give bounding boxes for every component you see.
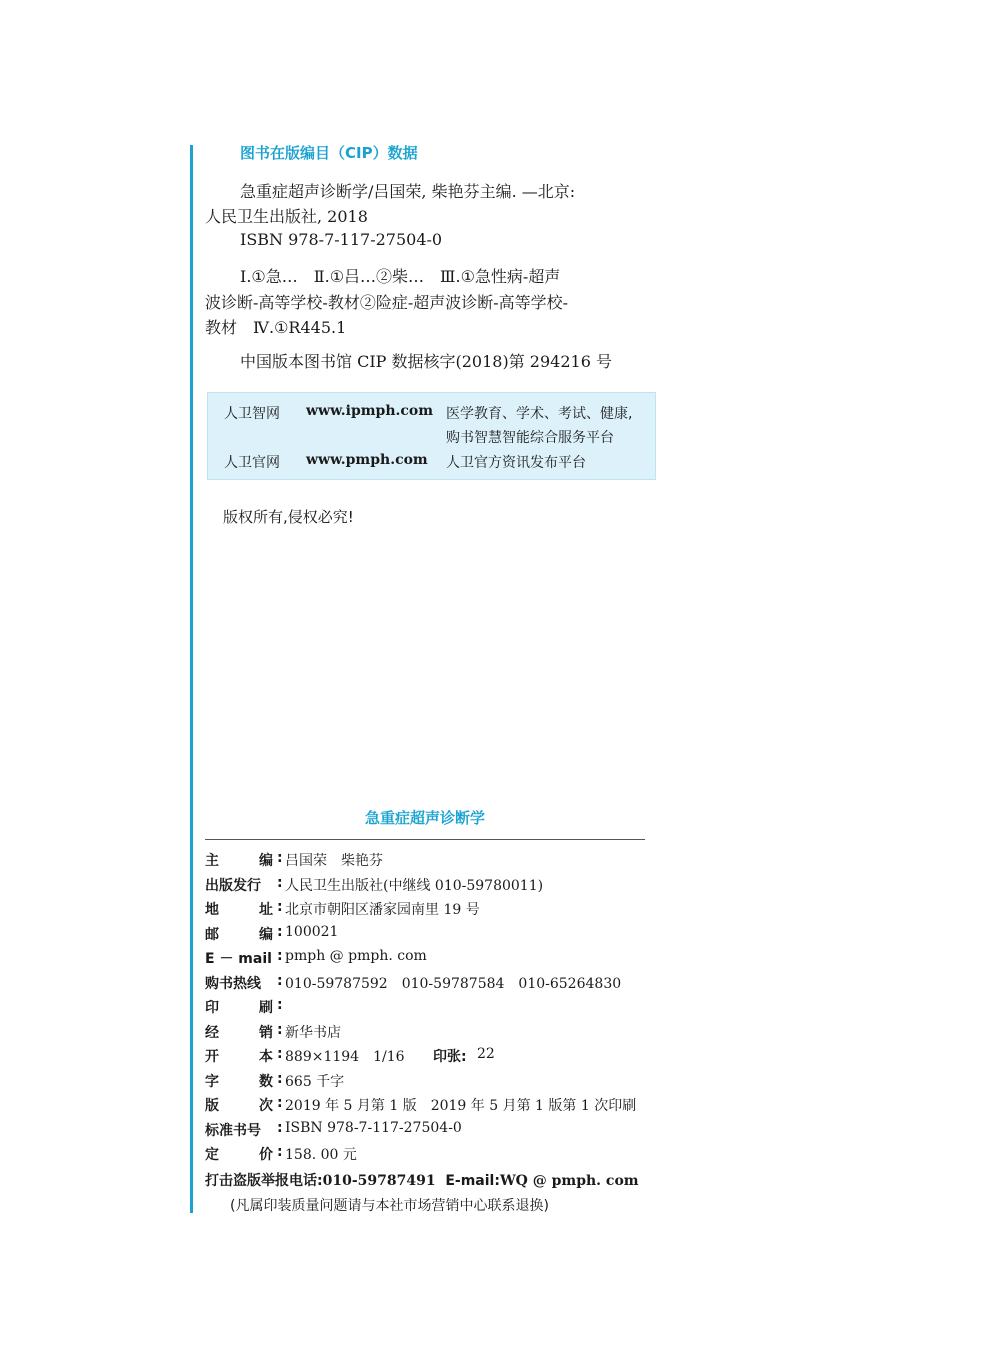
detail-value: 2019 年 5 月第 1 版 2019 年 5 月第 1 版第 1 次印刷 bbox=[285, 1098, 637, 1114]
divider bbox=[205, 839, 645, 840]
cip-class-3: 教材 Ⅳ.①R445.1 bbox=[205, 318, 347, 337]
detail-value: ISBN 978-7-117-27504-0 bbox=[285, 1120, 462, 1136]
site-url-ipmph[interactable]: www.ipmph.com bbox=[306, 403, 434, 419]
antipiracy-phone: 010-59787491 bbox=[322, 1173, 436, 1189]
site-desc-ipmph-a: 医学教育、学术、考试、健康, bbox=[446, 406, 633, 422]
detail-label: 字 数 bbox=[205, 1074, 273, 1090]
sheets-label: 印张: bbox=[433, 1049, 467, 1065]
detail-label: 出版发行 bbox=[205, 878, 261, 894]
cip-line-2: 人民卫生出版社, 2018 bbox=[205, 207, 368, 226]
book-title: 急重症超声诊断学 bbox=[364, 809, 485, 827]
detail-label: 主 编 bbox=[205, 853, 273, 869]
site-url-pmph[interactable]: www.pmph.com bbox=[306, 452, 428, 468]
site-name-ipmph: 人卫智网 bbox=[224, 406, 280, 422]
cip-class-1: Ⅰ.①急… Ⅱ.①吕…②柴… Ⅲ.①急性病-超声 bbox=[240, 267, 561, 286]
site-desc-pmph: 人卫官方资讯发布平台 bbox=[446, 455, 586, 471]
cip-number: 中国版本图书馆 CIP 数据核字(2018)第 294216 号 bbox=[240, 352, 612, 371]
detail-value: 人民卫生出版社(中继线 010-59780011) bbox=[285, 878, 544, 894]
detail-value: 新华书店 bbox=[285, 1025, 341, 1041]
cip-class-2: 波诊断-高等学校-教材②险症-超声波诊断-高等学校- bbox=[205, 293, 569, 312]
detail-value: 158. 00 元 bbox=[285, 1147, 357, 1163]
detail-value: 北京市朝阳区潘家园南里 19 号 bbox=[285, 902, 480, 918]
detail-label: 地 址 bbox=[205, 902, 273, 918]
cip-title: 图书在版编目（CIP）数据 bbox=[240, 144, 418, 162]
detail-label: 经 销 bbox=[205, 1025, 273, 1041]
cip-line-1: 急重症超声诊断学/吕国荣, 柴艳芬主编. —北京: bbox=[240, 182, 576, 201]
detail-label: 定 价 bbox=[205, 1147, 273, 1163]
detail-label: 印 刷 bbox=[205, 1000, 273, 1016]
site-name-pmph: 人卫官网 bbox=[224, 455, 280, 471]
site-desc-ipmph-b: 购书智慧智能综合服务平台 bbox=[446, 430, 614, 446]
detail-label: 开 本 bbox=[205, 1049, 273, 1065]
detail-value[interactable]: pmph @ pmph. com bbox=[285, 948, 427, 964]
antipiracy-label: 打击盗版举报电话: bbox=[205, 1173, 323, 1189]
website-info-box bbox=[207, 392, 656, 480]
detail-label: 购书热线 bbox=[205, 976, 261, 992]
detail-value: 010-59787592 010-59787584 010-65264830 bbox=[285, 976, 622, 992]
left-accent-bar bbox=[190, 145, 193, 1213]
sheets-value: 22 bbox=[477, 1046, 495, 1062]
detail-label: 标准书号 bbox=[205, 1123, 261, 1139]
detail-label: E － mail bbox=[205, 951, 272, 967]
antipiracy-email-label: E-mail: bbox=[445, 1173, 500, 1189]
antipiracy-line bbox=[205, 1170, 639, 1190]
detail-value: 吕国荣 柴艳芬 bbox=[285, 853, 383, 869]
detail-label: 版 次 bbox=[205, 1098, 273, 1114]
detail-label: 邮 编 bbox=[205, 927, 273, 943]
copyright-notice: 版权所有,侵权必究! bbox=[223, 508, 354, 526]
cip-isbn: ISBN 978-7-117-27504-0 bbox=[240, 230, 443, 249]
footnote: (凡属印装质量问题请与本社市场营销中心联系退换) bbox=[230, 1198, 549, 1214]
detail-value: 100021 bbox=[285, 924, 339, 940]
detail-value: 889×1194 1/16 bbox=[285, 1049, 405, 1065]
detail-value: 665 千字 bbox=[285, 1074, 345, 1090]
antipiracy-email[interactable]: WQ @ pmph. com bbox=[499, 1173, 639, 1189]
